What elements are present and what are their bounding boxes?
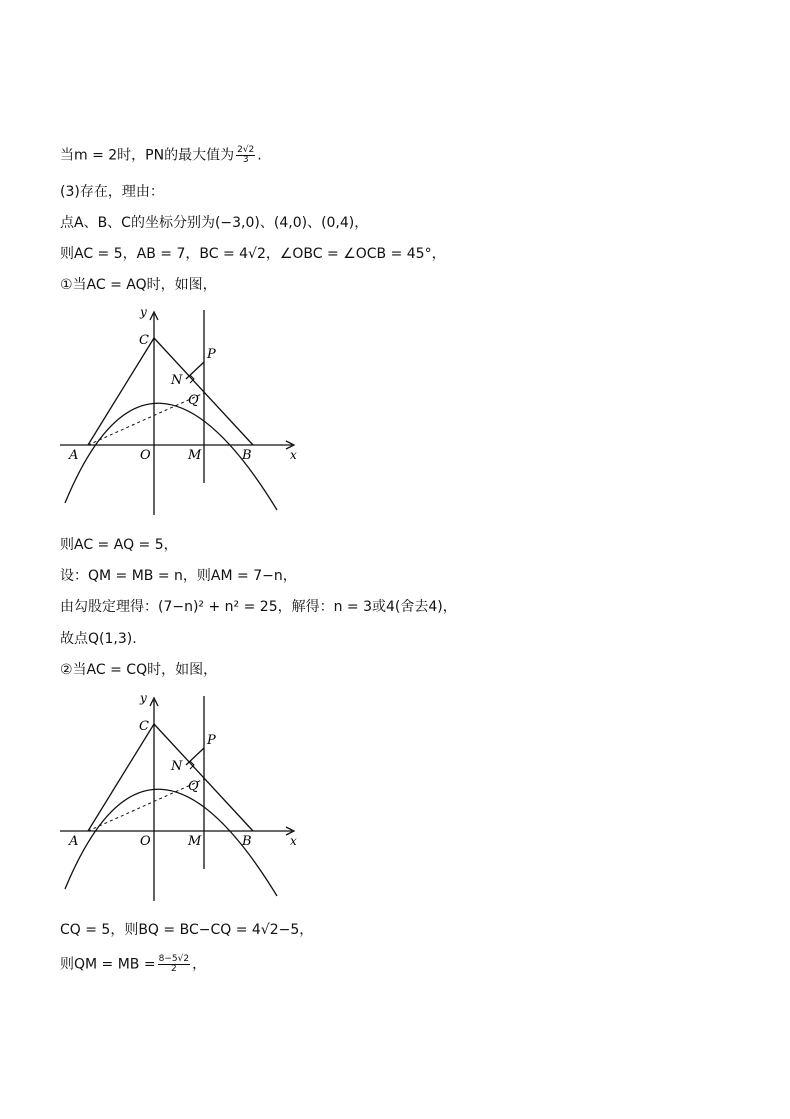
segment-ac	[88, 338, 154, 445]
segment-ac	[88, 724, 154, 831]
line-1-suffix: .	[257, 147, 262, 164]
label-o: O	[140, 448, 151, 463]
label-m: M	[188, 834, 202, 849]
text-line-3: 点A、B、C的坐标分别为(−3,0)、(4,0)、(0,4)，	[60, 215, 369, 231]
label-q: Q	[188, 779, 199, 794]
line-12-suffix: ，	[192, 956, 207, 973]
label-a: A	[69, 448, 79, 463]
label-m: M	[188, 448, 202, 463]
label-x: x	[290, 834, 297, 848]
text-line-12	[60, 955, 206, 974]
text-line-9: 故点Q(1,3).	[60, 631, 137, 647]
label-a: A	[69, 834, 79, 849]
coordinate-diagram-2	[55, 686, 315, 906]
text-line-2: (3)存在，理由：	[60, 184, 164, 200]
fraction-numerator: 2√2	[237, 145, 255, 155]
label-c: C	[139, 719, 149, 734]
text-line-7: 设：QM = MB = n，则AM = 7−n，	[60, 568, 297, 584]
figure-2	[55, 686, 315, 910]
label-c: C	[139, 333, 149, 348]
coordinate-diagram-1	[55, 300, 315, 520]
text-line-6: 则AC = AQ = 5，	[60, 537, 178, 553]
figure-1	[55, 300, 315, 524]
label-o: O	[140, 834, 151, 849]
label-x: x	[290, 448, 297, 462]
text-line-10: ②当AC = CQ时，如图，	[60, 662, 218, 678]
segment-aq-dashed	[88, 779, 204, 831]
text-line-8: 由勾股定理得：(7−n)² + n² = 25，解得：n = 3或4(舍去4)，	[60, 599, 457, 615]
label-q: Q	[188, 393, 199, 408]
fraction-numerator: 8−5√2	[158, 954, 190, 964]
fraction-qm	[158, 955, 190, 974]
label-p: P	[207, 733, 216, 748]
text-line-5: ①当AC = AQ时，如图，	[60, 277, 217, 293]
text-line-1	[60, 146, 262, 165]
fraction-max-pn	[236, 146, 255, 165]
segment-pn	[186, 748, 204, 765]
label-n: N	[171, 373, 183, 388]
label-n: N	[171, 759, 183, 774]
text-line-4: 则AC = 5，AB = 7，BC = 4√2，∠OBC = ∠OCB = 45°，	[60, 246, 446, 262]
fraction-denominator: 3	[242, 155, 249, 165]
segment-pn	[186, 362, 204, 379]
line-1-text: 当m = 2时，PN的最大值为	[60, 147, 235, 164]
label-y: y	[140, 305, 147, 319]
fraction-denominator: 2	[170, 964, 177, 974]
label-y: y	[140, 691, 147, 705]
line-12-text: 则QM = MB =	[60, 956, 156, 973]
segment-aq-dashed	[88, 393, 204, 445]
label-b: B	[242, 448, 252, 463]
label-p: P	[207, 347, 216, 362]
text-line-11: CQ = 5，则BQ = BC−CQ = 4√2−5，	[60, 922, 314, 938]
label-b: B	[242, 834, 252, 849]
